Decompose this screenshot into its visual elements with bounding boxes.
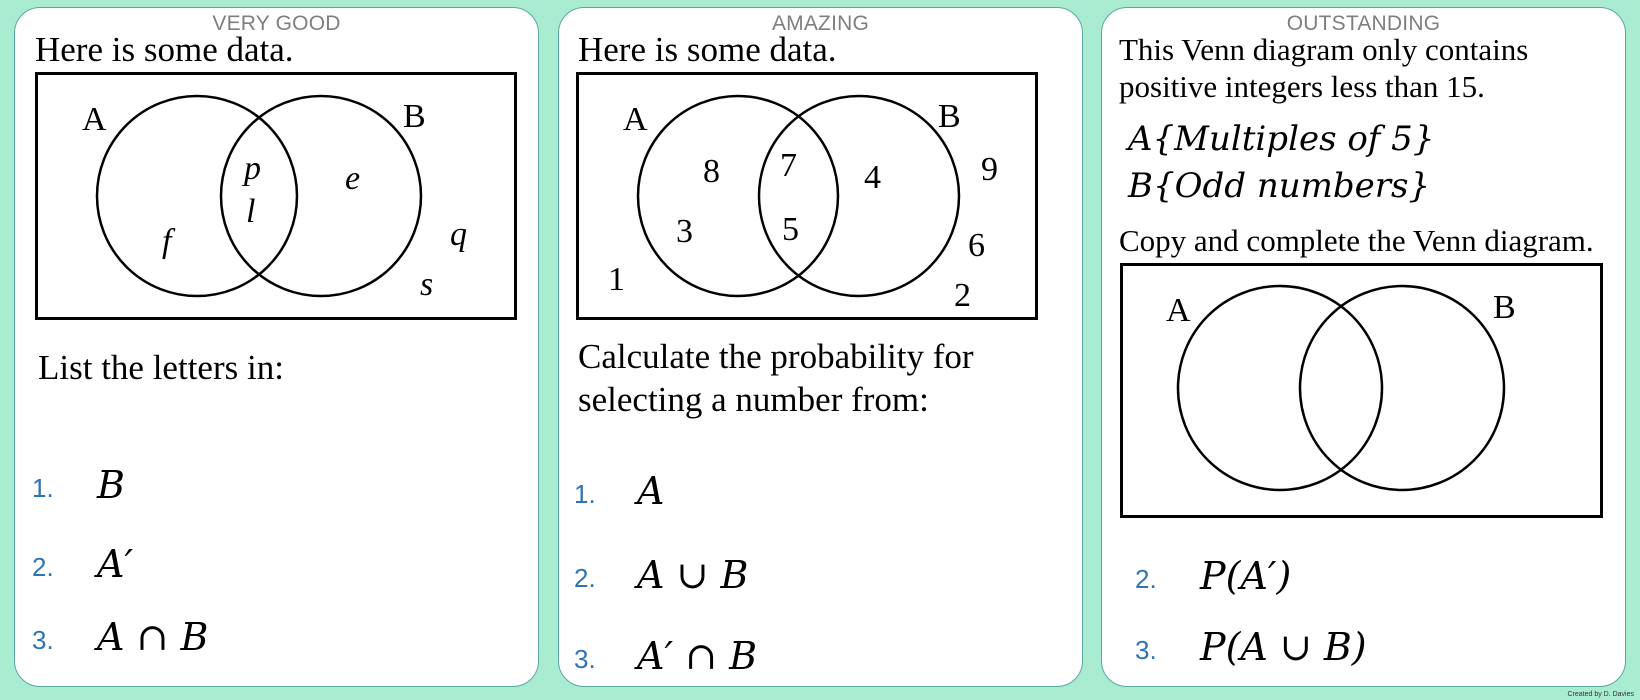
b-only-element: e <box>345 160 361 197</box>
venn-diagram <box>1120 263 1604 519</box>
intersection-element: p <box>244 150 261 187</box>
set-b-label: B <box>938 98 961 135</box>
b-only-element: 4 <box>864 159 881 196</box>
difficulty-label: AMAZING <box>771 12 870 35</box>
question-expression: P(A′) <box>1200 554 1292 598</box>
card-intro: Here is some data. <box>578 30 837 69</box>
intersection-element: 7 <box>780 147 797 184</box>
venn-diagram <box>576 72 1058 320</box>
question-expression: A′ <box>97 542 134 586</box>
outside-element: s <box>420 266 434 303</box>
question-number: 3. <box>1135 635 1157 665</box>
question-number: 3. <box>574 644 596 674</box>
venn-svg <box>576 72 1058 320</box>
question-number: 2. <box>1135 564 1157 594</box>
intersection-element: l <box>246 193 256 230</box>
question-card-outstanding <box>1101 7 1626 687</box>
card-intro-line: This Venn diagram only contains <box>1119 32 1529 67</box>
question-card-very-good <box>14 7 539 687</box>
question-number: 1. <box>32 473 54 503</box>
outside-element: 1 <box>608 261 625 298</box>
card-intro-line: positive integers less than 15. <box>1119 69 1485 104</box>
question-expression: A ∪ B <box>637 553 749 597</box>
outside-element: 2 <box>954 277 971 314</box>
question-number: 3. <box>32 625 54 655</box>
outside-element: 9 <box>981 151 998 188</box>
a-only-element: 8 <box>703 153 720 190</box>
question-expression: B <box>97 463 125 507</box>
set-a-label: A <box>1166 292 1191 329</box>
card-prompt-line: selecting a number from: <box>578 380 929 419</box>
venn-svg <box>35 72 517 320</box>
card-intro: Here is some data. <box>35 30 294 69</box>
set-a-label: A <box>82 101 107 138</box>
difficulty-label: OUTSTANDING <box>1286 12 1441 35</box>
set-b-circle <box>1300 286 1504 490</box>
difficulty-label: VERY GOOD <box>212 12 341 35</box>
set-a-circle <box>1178 286 1382 490</box>
set-a-label: A <box>623 101 648 138</box>
universal-set-box <box>37 74 516 319</box>
question-expression: A′ ∩ B <box>637 634 757 678</box>
card-prompt-line: Calculate the probability for <box>578 337 974 376</box>
set-b-label: B <box>1493 289 1516 326</box>
venn-svg <box>1120 263 1604 519</box>
a-only-element: 3 <box>676 213 693 250</box>
set-b-definition: B{Odd numbers} <box>1128 166 1431 206</box>
outside-element: 6 <box>968 227 985 264</box>
venn-diagram <box>35 72 517 320</box>
intersection-element: 5 <box>782 211 799 248</box>
question-expression: A ∩ B <box>97 615 209 659</box>
set-b-circle <box>759 96 959 296</box>
instruction: Copy and complete the Venn diagram. <box>1119 223 1594 258</box>
credit-footer: Created by D. Davies <box>1567 691 1634 698</box>
set-a-definition: A{Multiples of 5} <box>1128 119 1435 159</box>
question-number: 2. <box>574 563 596 593</box>
outside-element: q <box>450 216 467 253</box>
question-number: 2. <box>32 552 54 582</box>
question-number: 1. <box>574 479 596 509</box>
set-a-circle <box>638 96 838 296</box>
question-card-amazing <box>558 7 1083 687</box>
question-expression: A <box>637 469 665 513</box>
set-b-label: B <box>403 98 426 135</box>
set-a-circle <box>97 96 297 296</box>
card-prompt: List the letters in: <box>38 348 284 387</box>
a-only-element: f <box>162 223 172 260</box>
universal-set-box <box>1122 265 1602 517</box>
question-expression: P(A ∪ B) <box>1200 625 1367 669</box>
